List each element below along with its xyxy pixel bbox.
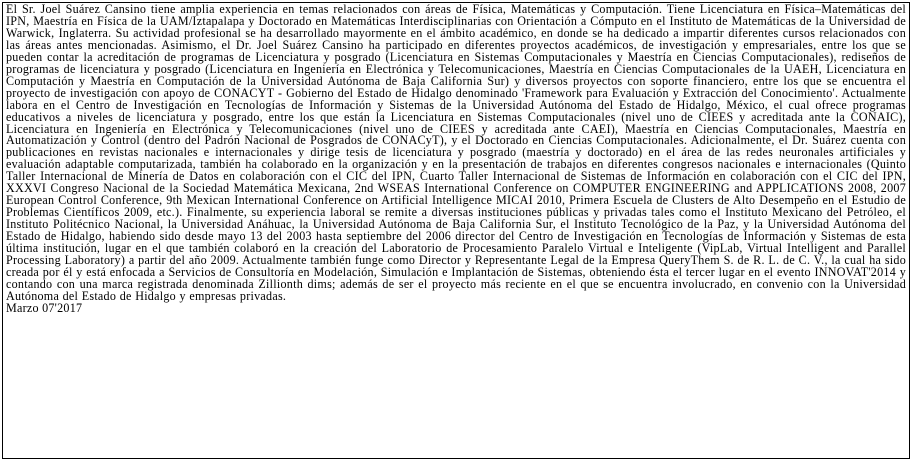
document-date: Marzo 07'2017 bbox=[6, 300, 83, 315]
biography-box bbox=[2, 2, 910, 459]
biography-text: El Sr. Joel Suárez Cansino tiene amplia experiencia en temas relacionados con áreas de Física, Matemáticas y Computación. Tiene Licenciatura en Física–Matemáticas del IPN, Maestría en Física de la UAM/Iztapalapa y Doctorado en Matemáticas Interdisciplinarias con Orientación a Cómputo en el Instituto de Matemáticas de la Universidad de Warwick, Inglaterra. Su actividad profesional se ha desarrollado mayormente en el ámbito académico, en donde se ha dedicado a impartir diferentes cursos relacionados con las áreas antes mencionadas. Asimismo, el Dr. Joel Suárez Cansino ha participado en diferentes proyectos académicos, de investigación y empresariales, entre los que se pueden contar la acreditación de programas de Licenciatura y posgrado (Licenciatura en Sistemas Computacionales y Maestría en Ciencias Computacionales), rediseños de programas de licenciatura y posgrado (Licenciatura en Ingeniería en Electrónica y Telecomunicaciones, Maestría en Ciencias Computacionales de la UAEH, Licenciatura en Computación y Maestría en Computación de la Universidad Autónoma de Baja California Sur) y diversos proyectos con soporte financiero, entre los que se encuentra el proyecto de investigación con apoyo de CONACYT - Gobierno del Estado de Hidalgo denominado 'Framework para Evaluación y Extracción del Conocimiento'. Actualmente labora en el Centro de Investigación en Tecnologías de Información y Sistemas de la Universidad Autónoma del Estado de Hidalgo, México, el cual ofrece programas educativos a niveles de licenciatura y posgrado, entre los que están la Licenciatura en Sistemas Computacionales (nivel uno de CIEES y acreditada ante la CONAIC), Licenciatura en Ingeniería en Electrónica y Telecomunicaciones (nivel uno de CIEES y acreditada ante CAEI), Maestría en Ciencias Computacionales, Maestría en Automatización y Control (dentro del Padrón Nacional de Posgrados de CONACyT), y el Doctorado en Ciencias Computacionales. Adicionalmente, el Dr. Suárez cuenta con publicaciones en revistas nacionales e internacionales y dirige tesis de licenciatura y posgrado (maestría y doctorado) en el área de las redes neuronales artificiales y evaluación adaptable computarizada, también ha colaborado en la organización y en la presentación de trabajos en diferentes congresos nacionales e internacionales (Quinto Taller Internacional de Minería de Datos en colaboración con el CIC del IPN, Cuarto Taller Internacional de Sistemas de Información en colaboración con el CIC del IPN, XXXVI Congreso Nacional de la Sociedad Matemática Mexicana, 2nd WSEAS International Conference on COMPUTER ENGINEERING and APPLICATIONS 2008, 2007 European Control Conference, 9th Mexican International Conference on Artificial Intelligence MICAI 2010, Primera Escuela de Clusters de Alto Desempeño en el Estudio de Problemas Científicos 2009, etc.). Finalmente, su experiencia laboral se remite a diversas instituciones públicas y privadas tales como el Instituto Mexicano del Petróleo, el Instituto Politécnico Nacional, la Universidad Anáhuac, la Universidad Autónoma de Baja California Sur, el Instituto Tecnológico de la Paz, y la Universidad Autónoma del Estado de Hidalgo, habiendo sido desde mayo 13 del 2003 hasta septiembre del 2006 director del Centro de Investigación en Tecnologías de Información y Sistemas de esta última institución, lugar en el que también colaboró en la creación del Laboratorio de Procesamiento Paralelo Virtual e Inteligente (VipLab, Virtual Intelligent and Parallel Processing Laboratory) a partir del año 2009. Actualmente también funge como Director y Representante Legal de la Empresa QueryThem S. de R. L. de C. V., la cual ha sido creada por él y está enfocada a Servicios de Consultoría en Modelación, Simulación e Implantación de Sistemas, obteniendo ésta el tercer lugar en el evento INNOVAT'2014 y contando con una marca registrada denominada Zillionth dims; además de ser el proyecto más reciente en el que se encuentra involucrado, en convenio con la Universidad Autónoma del Estado de Hidalgo y empresas privadas. bbox=[6, 2, 906, 303]
